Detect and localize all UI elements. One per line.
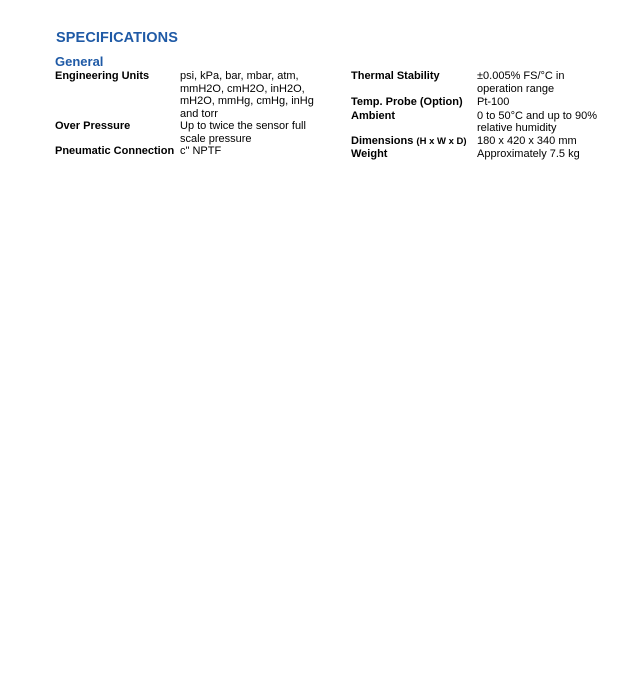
- spec-row-thermal-stability: [351, 70, 606, 95]
- spec-label: Temp. Probe (Option): [351, 96, 463, 108]
- spec-label: Ambient: [351, 109, 395, 122]
- spec-row-ambient: [351, 110, 606, 135]
- spec-value: ±0.005% FS/°C in operation range: [477, 70, 565, 95]
- spec-label: Weight: [351, 148, 388, 160]
- spec-label-text: Dimensions: [351, 134, 414, 147]
- spec-row-pneumatic-connection: [55, 145, 325, 158]
- spec-value: Approximately 7.5 kg: [477, 148, 580, 160]
- spec-label: Engineering Units: [55, 70, 150, 82]
- spec-label: Pneumatic Connection: [55, 145, 175, 157]
- spec-row-dimensions: [351, 135, 606, 149]
- left-spec-list: [55, 70, 325, 158]
- spec-value: Pt-100: [477, 96, 510, 108]
- spec-label: Thermal Stability: [351, 70, 440, 82]
- spec-row-over-pressure: [55, 120, 325, 145]
- section-title: SPECIFICATIONS: [56, 30, 178, 46]
- spec-row-weight: [351, 148, 606, 161]
- right-spec-list: [351, 70, 606, 161]
- subsection-title: General: [55, 54, 104, 69]
- spec-value: Up to twice the sensor full scale pressure: [180, 120, 306, 145]
- spec-value: psi, kPa, bar, mbar, atm, mmH2O, cmH2O, inH2O, mH2O, mmHg, cmHg, inHg and torr: [180, 70, 314, 120]
- spec-value: 180 x 420 x 340 mm: [477, 134, 577, 147]
- spec-value: 0 to 50°C and up to 90% relative humidity: [477, 109, 597, 134]
- spec-value: c" NPTF: [180, 145, 222, 157]
- spec-label: [351, 135, 477, 149]
- spec-row-temp-probe: [351, 96, 606, 109]
- spec-label: Over Pressure: [55, 120, 131, 132]
- spec-label-suffix: (H x W x D): [416, 135, 467, 147]
- spec-row-engineering-units: [55, 70, 325, 120]
